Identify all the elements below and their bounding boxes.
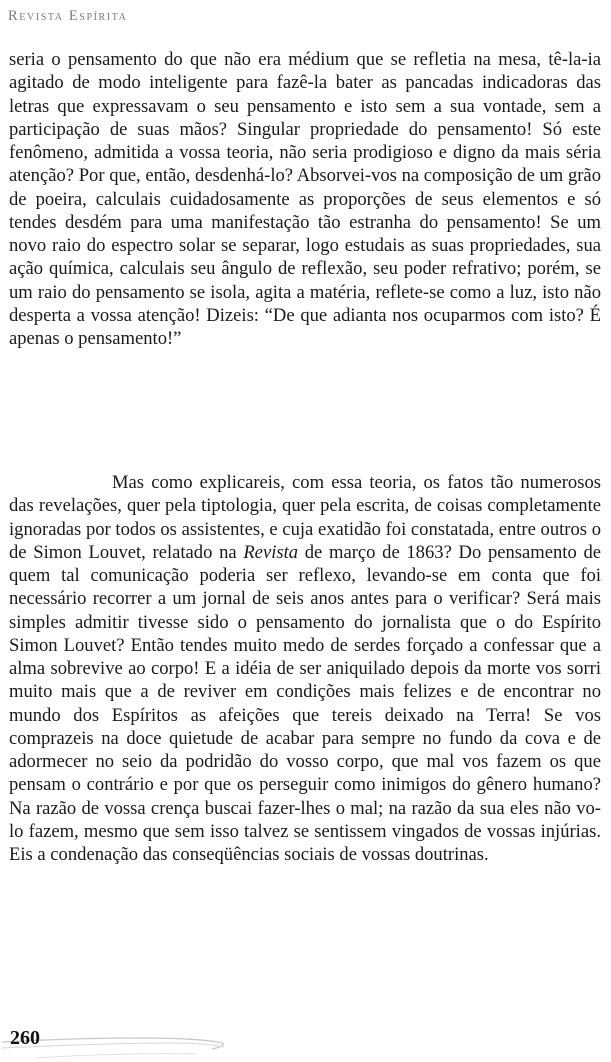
page-number: 260 [10, 1027, 40, 1049]
body-paragraph-2 [9, 471, 601, 866]
paragraph-2-text-start: Mas como explicareis, com essa teoria, os fatos tão numerosos das revelações, quer pela tiptologia, quer pela escrita, de coisas completamente ignoradas por todos os assistentes, e cuja exatidão foi constatada, entre outros o de Simon Louvet, relatado na [9, 472, 601, 563]
body-paragraph-1: seria o pensamento do que não era médium que se refletia na mesa, tê-la-ia agitado de modo inteligente para fazê-la bater as pancadas indicadoras das letras que expressavam o seu pensamento e isto sem a sua vontade, sem a participação de suas mãos? Singular propriedade do pensamento! Só este fenômeno, admitida a vossa teoria, não seria prodigioso e digno da mais séria atenção? Por que, então, desdenhá-lo? Absorvei-vos na composição de um grão de poeira, calculais cuidadosamente as proporções de seus elementos e só tendes desdém para uma manifestação tão estranha do pensamento! Se um novo raio do espectro solar se separar, logo estudais as suas propriedades, sua ação química, calculais seu ângulo de reflexão, seu poder refrativo; porém, se um raio do pensamento se isola, agita a matéria, reflete-se como a luz, isto não desperta a vossa atenção! Dizeis: “De que adianta nos ocuparmos com isto? É apenas o pensamento!” [9, 49, 601, 349]
paragraph-2-text-end: de março de 1863? Do pensamento de quem tal comunicação poderia ser reflexo, levando-se em conta que foi necessário recorrer a um jornal de seis anos antes para o verificar? Será mais simples admitir tivesse sido o pensamento do jornalista que o do Espírito Simon Louvet? Então tendes muito medo de serdes forçado a confessar que a alma sobrevive ao corpo! E a idéia de ser aniquilado depois da morte vos sorri muito mais que a de reviver em condições mais felizes e de encontrar no mundo dos Espíritos as afeições que tereis deixado na Terra! Se vos comprazeis na doce quietude de acabar para sempre no fundo da cova e de adormecer no seio da podridão do vosso corpo, que mal vos fazem os que pensam o contrário e por que os perseguir como inimigos do gênero humano? Na razão de vossa crença buscai fazer-lhes o mal; na razão da sua eles não vo-lo fazem, mesmo que sem isso talvez se sentissem vingados de vossas injúrias. Eis a condenação das conseqüências sociais de vossas doutrinas. [9, 541, 601, 865]
running-header: Revista Espírita [8, 8, 128, 24]
italic-journal-title: Revista [243, 541, 299, 563]
